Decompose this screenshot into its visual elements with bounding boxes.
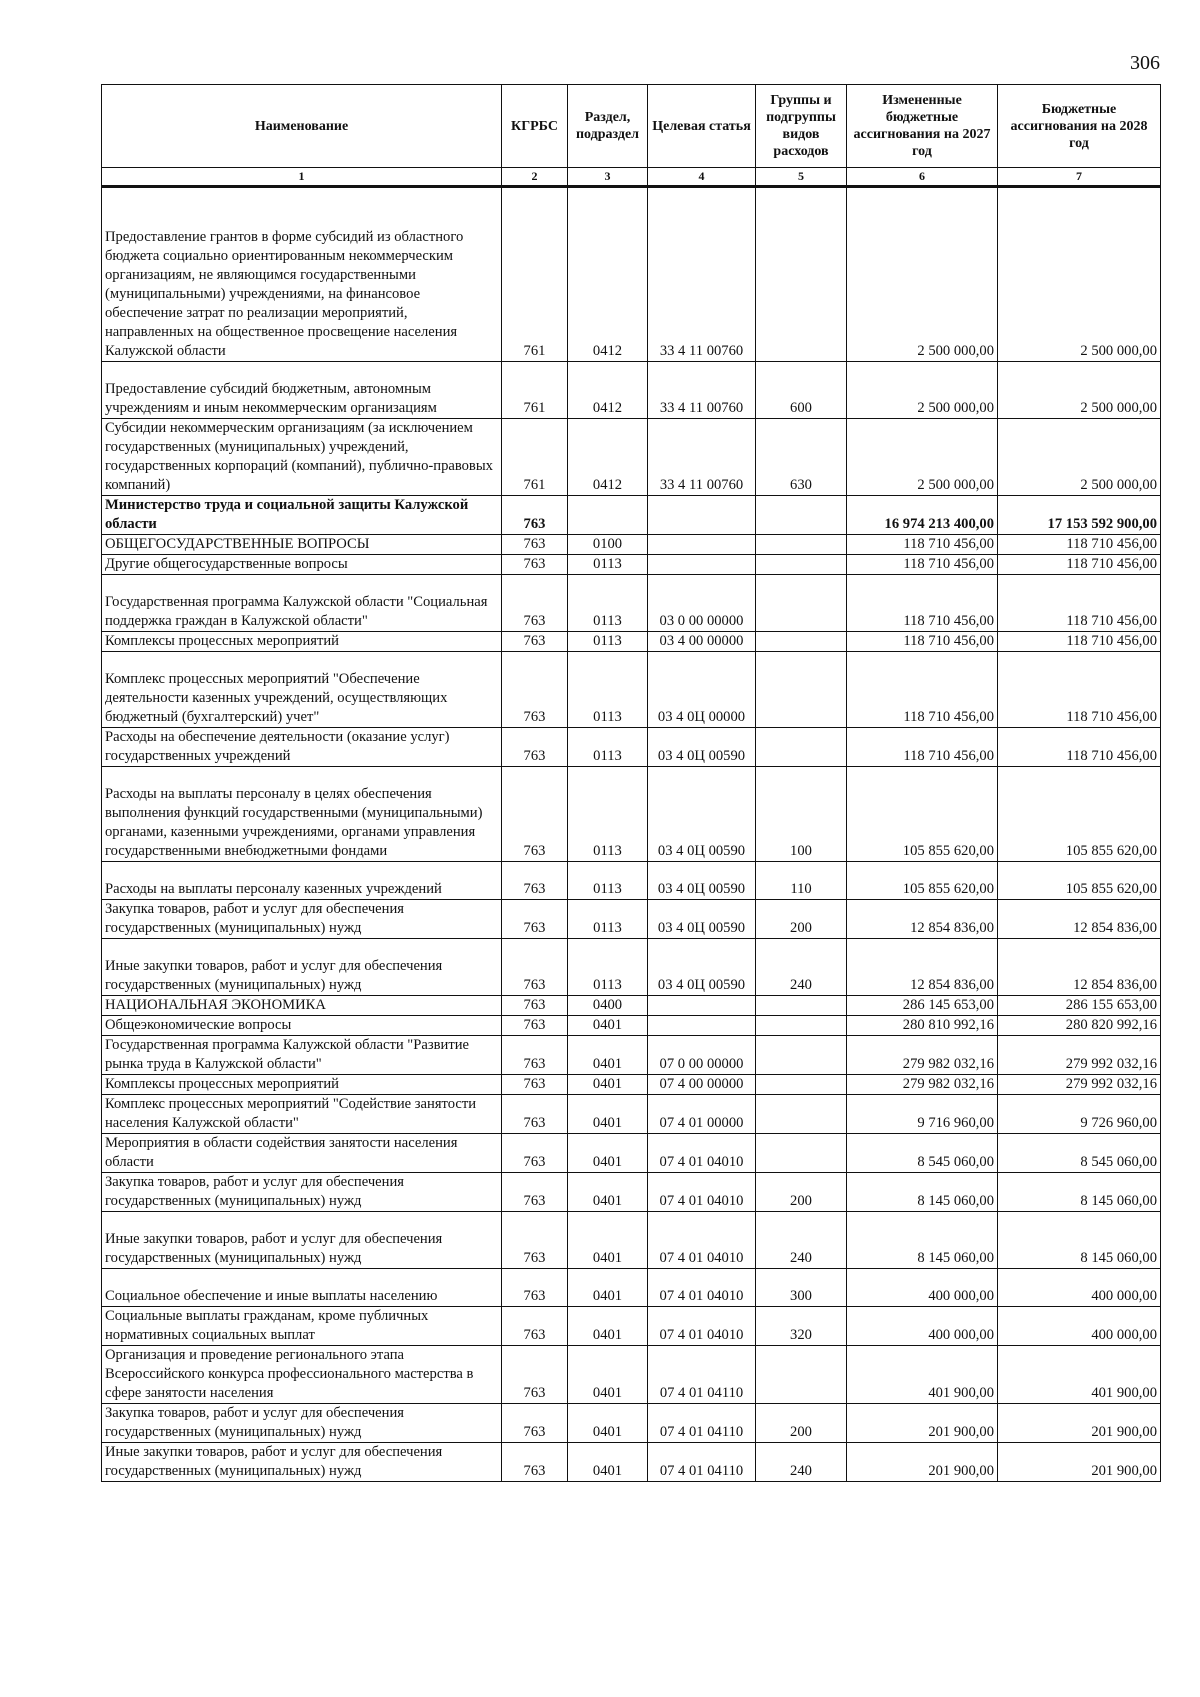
row-group bbox=[756, 496, 847, 535]
row-value-2028: 17 153 592 900,00 bbox=[998, 496, 1161, 535]
column-number: 7 bbox=[998, 168, 1161, 187]
row-target: 07 4 01 04010 bbox=[648, 1212, 756, 1269]
header-section: Раздел, подраздел bbox=[568, 85, 648, 168]
row-group bbox=[756, 535, 847, 555]
table-row bbox=[102, 1134, 1161, 1173]
row-kgrbs: 763 bbox=[502, 1016, 568, 1036]
row-value-2028: 118 710 456,00 bbox=[998, 535, 1161, 555]
row-kgrbs: 763 bbox=[502, 1134, 568, 1173]
row-value-2028: 118 710 456,00 bbox=[998, 555, 1161, 575]
table-row bbox=[102, 1269, 1161, 1307]
row-name: Расходы на обеспечение деятельности (оказание услуг) государственных учреждений bbox=[102, 728, 502, 767]
row-target bbox=[648, 496, 756, 535]
row-value-2027: 9 716 960,00 bbox=[847, 1095, 998, 1134]
row-kgrbs: 763 bbox=[502, 728, 568, 767]
row-group bbox=[756, 1346, 847, 1404]
row-name: НАЦИОНАЛЬНАЯ ЭКОНОМИКА bbox=[102, 996, 502, 1016]
table-row bbox=[102, 862, 1161, 900]
table-row bbox=[102, 767, 1161, 862]
table-row bbox=[102, 1075, 1161, 1095]
row-target: 07 4 01 04010 bbox=[648, 1307, 756, 1346]
column-number: 6 bbox=[847, 168, 998, 187]
row-name: Организация и проведение регионального этапа Всероссийского конкурса профессионального мастерства в сфере занятости населения bbox=[102, 1346, 502, 1404]
row-value-2027: 8 145 060,00 bbox=[847, 1173, 998, 1212]
column-number: 2 bbox=[502, 168, 568, 187]
row-value-2027: 401 900,00 bbox=[847, 1346, 998, 1404]
row-name: Комплекс процессных мероприятий "Содействие занятости населения Калужской области" bbox=[102, 1095, 502, 1134]
row-group: 200 bbox=[756, 1173, 847, 1212]
row-value-2027: 400 000,00 bbox=[847, 1307, 998, 1346]
row-kgrbs: 763 bbox=[502, 555, 568, 575]
table-row bbox=[102, 419, 1161, 496]
budget-table bbox=[101, 84, 1161, 1482]
table-row bbox=[102, 535, 1161, 555]
row-group bbox=[756, 575, 847, 632]
row-kgrbs: 763 bbox=[502, 496, 568, 535]
row-section: 0100 bbox=[568, 535, 648, 555]
row-group bbox=[756, 728, 847, 767]
row-target bbox=[648, 555, 756, 575]
row-target: 07 4 01 04010 bbox=[648, 1269, 756, 1307]
table-row bbox=[102, 1307, 1161, 1346]
row-group bbox=[756, 1095, 847, 1134]
row-name: Предоставление субсидий бюджетным, автономным учреждениям и иным некоммерческим организациям bbox=[102, 362, 502, 419]
column-number: 5 bbox=[756, 168, 847, 187]
row-group: 600 bbox=[756, 362, 847, 419]
row-kgrbs: 763 bbox=[502, 1095, 568, 1134]
table-row bbox=[102, 728, 1161, 767]
page-number: 306 bbox=[1130, 52, 1160, 74]
header-groups: Группы и подгруппы видов расходов bbox=[756, 85, 847, 168]
row-section: 0113 bbox=[568, 652, 648, 728]
row-section: 0401 bbox=[568, 1212, 648, 1269]
row-value-2028: 286 155 653,00 bbox=[998, 996, 1161, 1016]
row-section: 0113 bbox=[568, 939, 648, 996]
row-name: Министерство труда и социальной защиты Калужской области bbox=[102, 496, 502, 535]
row-value-2028: 118 710 456,00 bbox=[998, 652, 1161, 728]
row-section: 0113 bbox=[568, 575, 648, 632]
row-section: 0113 bbox=[568, 728, 648, 767]
row-target: 07 0 00 00000 bbox=[648, 1036, 756, 1075]
row-kgrbs: 763 bbox=[502, 1346, 568, 1404]
row-value-2028: 8 145 060,00 bbox=[998, 1173, 1161, 1212]
row-kgrbs: 763 bbox=[502, 575, 568, 632]
header-row bbox=[102, 85, 1161, 168]
row-section bbox=[568, 496, 648, 535]
row-target: 03 4 0Ц 00590 bbox=[648, 862, 756, 900]
row-name: Комплексы процессных мероприятий bbox=[102, 632, 502, 652]
row-target: 33 4 11 00760 bbox=[648, 187, 756, 362]
table-row bbox=[102, 496, 1161, 535]
row-target: 07 4 01 04010 bbox=[648, 1173, 756, 1212]
row-target: 07 4 00 00000 bbox=[648, 1075, 756, 1095]
column-number: 3 bbox=[568, 168, 648, 187]
table-row bbox=[102, 1095, 1161, 1134]
row-value-2027: 2 500 000,00 bbox=[847, 187, 998, 362]
row-target: 03 4 0Ц 00590 bbox=[648, 767, 756, 862]
row-value-2028: 279 992 032,16 bbox=[998, 1036, 1161, 1075]
row-section: 0412 bbox=[568, 419, 648, 496]
row-kgrbs: 763 bbox=[502, 1404, 568, 1443]
row-kgrbs: 763 bbox=[502, 1212, 568, 1269]
header-changed-2027: Измененные бюджетные ассигнования на 2027 год bbox=[847, 85, 998, 168]
row-name: Комплексы процессных мероприятий bbox=[102, 1075, 502, 1095]
header-name: Наименование bbox=[102, 85, 502, 168]
row-kgrbs: 761 bbox=[502, 362, 568, 419]
row-section: 0401 bbox=[568, 1173, 648, 1212]
row-name: Социальное обеспечение и иные выплаты населению bbox=[102, 1269, 502, 1307]
row-value-2028: 105 855 620,00 bbox=[998, 767, 1161, 862]
row-group: 240 bbox=[756, 939, 847, 996]
row-section: 0113 bbox=[568, 555, 648, 575]
row-value-2028: 118 710 456,00 bbox=[998, 728, 1161, 767]
row-name: Закупка товаров, работ и услуг для обеспечения государственных (муниципальных) нужд bbox=[102, 900, 502, 939]
row-value-2027: 118 710 456,00 bbox=[847, 652, 998, 728]
header-target: Целевая статья bbox=[648, 85, 756, 168]
row-value-2027: 16 974 213 400,00 bbox=[847, 496, 998, 535]
row-group bbox=[756, 1016, 847, 1036]
table-row bbox=[102, 900, 1161, 939]
row-value-2028: 201 900,00 bbox=[998, 1443, 1161, 1482]
row-value-2027: 2 500 000,00 bbox=[847, 419, 998, 496]
row-name: Расходы на выплаты персоналу в целях обеспечения выполнения функций государственными (муниципальными) органами, казенными учреждениями, органами управления государственными внебюджетными фондами bbox=[102, 767, 502, 862]
row-value-2028: 2 500 000,00 bbox=[998, 187, 1161, 362]
row-value-2027: 2 500 000,00 bbox=[847, 362, 998, 419]
row-value-2027: 8 545 060,00 bbox=[847, 1134, 998, 1173]
row-name: Государственная программа Калужской области "Социальная поддержка граждан в Калужской области" bbox=[102, 575, 502, 632]
row-name: Иные закупки товаров, работ и услуг для обеспечения государственных (муниципальных) нужд bbox=[102, 939, 502, 996]
row-kgrbs: 763 bbox=[502, 1269, 568, 1307]
row-kgrbs: 763 bbox=[502, 632, 568, 652]
row-target: 03 4 00 00000 bbox=[648, 632, 756, 652]
table-row bbox=[102, 575, 1161, 632]
row-target: 07 4 01 00000 bbox=[648, 1095, 756, 1134]
row-kgrbs: 763 bbox=[502, 535, 568, 555]
row-target: 07 4 01 04110 bbox=[648, 1404, 756, 1443]
row-group bbox=[756, 652, 847, 728]
header-kgrbs: КГРБС bbox=[502, 85, 568, 168]
row-value-2027: 279 982 032,16 bbox=[847, 1036, 998, 1075]
row-group bbox=[756, 1134, 847, 1173]
row-value-2028: 280 820 992,16 bbox=[998, 1016, 1161, 1036]
row-group: 110 bbox=[756, 862, 847, 900]
row-section: 0401 bbox=[568, 1075, 648, 1095]
row-target: 03 4 0Ц 00590 bbox=[648, 900, 756, 939]
row-value-2027: 118 710 456,00 bbox=[847, 535, 998, 555]
row-value-2028: 400 000,00 bbox=[998, 1269, 1161, 1307]
row-target: 03 0 00 00000 bbox=[648, 575, 756, 632]
row-section: 0401 bbox=[568, 1036, 648, 1075]
row-value-2027: 118 710 456,00 bbox=[847, 575, 998, 632]
row-kgrbs: 763 bbox=[502, 1036, 568, 1075]
row-section: 0113 bbox=[568, 862, 648, 900]
row-group: 240 bbox=[756, 1212, 847, 1269]
row-name: Другие общегосударственные вопросы bbox=[102, 555, 502, 575]
row-name: Иные закупки товаров, работ и услуг для обеспечения государственных (муниципальных) нужд bbox=[102, 1212, 502, 1269]
row-target: 03 4 0Ц 00000 bbox=[648, 652, 756, 728]
row-name: Субсидии некоммерческим организациям (за исключением государственных (муниципальных) учреждений, государственных корпораций (компаний), публично-правовых компаний) bbox=[102, 419, 502, 496]
row-kgrbs: 761 bbox=[502, 187, 568, 362]
row-name: ОБЩЕГОСУДАРСТВЕННЫЕ ВОПРОСЫ bbox=[102, 535, 502, 555]
row-target: 03 4 0Ц 00590 bbox=[648, 728, 756, 767]
table-row bbox=[102, 996, 1161, 1016]
table-row bbox=[102, 1036, 1161, 1075]
row-name: Комплекс процессных мероприятий "Обеспечение деятельности казенных учреждений, осуществляющих бюджетный (бухгалтерский) учет" bbox=[102, 652, 502, 728]
row-value-2028: 279 992 032,16 bbox=[998, 1075, 1161, 1095]
table-row bbox=[102, 1346, 1161, 1404]
row-kgrbs: 763 bbox=[502, 652, 568, 728]
row-kgrbs: 763 bbox=[502, 939, 568, 996]
row-value-2027: 8 145 060,00 bbox=[847, 1212, 998, 1269]
row-value-2027: 201 900,00 bbox=[847, 1443, 998, 1482]
row-group bbox=[756, 632, 847, 652]
row-section: 0401 bbox=[568, 1443, 648, 1482]
row-section: 0401 bbox=[568, 1404, 648, 1443]
row-value-2028: 2 500 000,00 bbox=[998, 362, 1161, 419]
row-section: 0401 bbox=[568, 1016, 648, 1036]
row-kgrbs: 763 bbox=[502, 900, 568, 939]
row-target: 33 4 11 00760 bbox=[648, 419, 756, 496]
row-value-2027: 12 854 836,00 bbox=[847, 939, 998, 996]
header-budget-2028: Бюджетные ассигнования на 2028 год bbox=[998, 85, 1161, 168]
row-group bbox=[756, 996, 847, 1016]
row-kgrbs: 763 bbox=[502, 767, 568, 862]
table-body bbox=[102, 187, 1161, 1482]
row-group: 630 bbox=[756, 419, 847, 496]
row-group: 100 bbox=[756, 767, 847, 862]
row-name: Мероприятия в области содействия занятости населения области bbox=[102, 1134, 502, 1173]
row-section: 0401 bbox=[568, 1307, 648, 1346]
table-row bbox=[102, 1016, 1161, 1036]
row-section: 0401 bbox=[568, 1095, 648, 1134]
row-value-2028: 400 000,00 bbox=[998, 1307, 1161, 1346]
row-target: 03 4 0Ц 00590 bbox=[648, 939, 756, 996]
row-name: Расходы на выплаты персоналу казенных учреждений bbox=[102, 862, 502, 900]
row-target: 33 4 11 00760 bbox=[648, 362, 756, 419]
column-number: 4 bbox=[648, 168, 756, 187]
row-value-2028: 12 854 836,00 bbox=[998, 900, 1161, 939]
row-section: 0401 bbox=[568, 1134, 648, 1173]
row-value-2027: 280 810 992,16 bbox=[847, 1016, 998, 1036]
table-row bbox=[102, 1443, 1161, 1482]
row-group: 320 bbox=[756, 1307, 847, 1346]
table-row bbox=[102, 632, 1161, 652]
row-value-2027: 201 900,00 bbox=[847, 1404, 998, 1443]
row-section: 0113 bbox=[568, 767, 648, 862]
row-group bbox=[756, 1075, 847, 1095]
row-kgrbs: 763 bbox=[502, 862, 568, 900]
row-name: Социальные выплаты гражданам, кроме публичных нормативных социальных выплат bbox=[102, 1307, 502, 1346]
row-section: 0113 bbox=[568, 632, 648, 652]
table-row bbox=[102, 1404, 1161, 1443]
row-group bbox=[756, 1036, 847, 1075]
row-value-2027: 279 982 032,16 bbox=[847, 1075, 998, 1095]
row-section: 0412 bbox=[568, 362, 648, 419]
row-target bbox=[648, 535, 756, 555]
row-value-2027: 105 855 620,00 bbox=[847, 862, 998, 900]
row-section: 0400 bbox=[568, 996, 648, 1016]
row-group: 200 bbox=[756, 1404, 847, 1443]
column-number-row bbox=[102, 168, 1161, 187]
row-name: Закупка товаров, работ и услуг для обеспечения государственных (муниципальных) нужд bbox=[102, 1173, 502, 1212]
row-target: 07 4 01 04010 bbox=[648, 1134, 756, 1173]
row-value-2028: 201 900,00 bbox=[998, 1404, 1161, 1443]
row-name: Общеэкономические вопросы bbox=[102, 1016, 502, 1036]
table-row bbox=[102, 362, 1161, 419]
table-row bbox=[102, 652, 1161, 728]
row-kgrbs: 761 bbox=[502, 419, 568, 496]
row-value-2028: 401 900,00 bbox=[998, 1346, 1161, 1404]
table-row bbox=[102, 1173, 1161, 1212]
row-value-2027: 118 710 456,00 bbox=[847, 632, 998, 652]
row-value-2028: 118 710 456,00 bbox=[998, 632, 1161, 652]
row-section: 0401 bbox=[568, 1346, 648, 1404]
table-row bbox=[102, 939, 1161, 996]
row-group: 300 bbox=[756, 1269, 847, 1307]
row-section: 0412 bbox=[568, 187, 648, 362]
row-value-2027: 118 710 456,00 bbox=[847, 728, 998, 767]
row-section: 0401 bbox=[568, 1269, 648, 1307]
row-group bbox=[756, 187, 847, 362]
row-kgrbs: 763 bbox=[502, 1307, 568, 1346]
row-value-2028: 105 855 620,00 bbox=[998, 862, 1161, 900]
row-kgrbs: 763 bbox=[502, 996, 568, 1016]
row-kgrbs: 763 bbox=[502, 1443, 568, 1482]
row-target bbox=[648, 996, 756, 1016]
row-value-2028: 9 726 960,00 bbox=[998, 1095, 1161, 1134]
row-value-2027: 286 145 653,00 bbox=[847, 996, 998, 1016]
row-kgrbs: 763 bbox=[502, 1173, 568, 1212]
row-value-2027: 12 854 836,00 bbox=[847, 900, 998, 939]
table-row bbox=[102, 187, 1161, 362]
row-value-2028: 8 145 060,00 bbox=[998, 1212, 1161, 1269]
row-kgrbs: 763 bbox=[502, 1075, 568, 1095]
row-value-2028: 8 545 060,00 bbox=[998, 1134, 1161, 1173]
column-number: 1 bbox=[102, 168, 502, 187]
row-target: 07 4 01 04110 bbox=[648, 1443, 756, 1482]
row-name: Государственная программа Калужской области "Развитие рынка труда в Калужской области" bbox=[102, 1036, 502, 1075]
row-value-2028: 118 710 456,00 bbox=[998, 575, 1161, 632]
table-row bbox=[102, 1212, 1161, 1269]
row-value-2027: 118 710 456,00 bbox=[847, 555, 998, 575]
row-name: Закупка товаров, работ и услуг для обеспечения государственных (муниципальных) нужд bbox=[102, 1404, 502, 1443]
row-group bbox=[756, 555, 847, 575]
row-section: 0113 bbox=[568, 900, 648, 939]
row-group: 200 bbox=[756, 900, 847, 939]
table-row bbox=[102, 555, 1161, 575]
row-target: 07 4 01 04110 bbox=[648, 1346, 756, 1404]
row-name: Иные закупки товаров, работ и услуг для обеспечения государственных (муниципальных) нужд bbox=[102, 1443, 502, 1482]
row-name: Предоставление грантов в форме субсидий из областного бюджета социально ориентированным некоммерческим организациям, не являющимся государственными (муниципальными) учреждениями, на финансовое обеспечение затрат по реализации мероприятий, направленных на общественное просвещение населения Калужской области bbox=[102, 187, 502, 362]
row-value-2027: 400 000,00 bbox=[847, 1269, 998, 1307]
row-value-2028: 12 854 836,00 bbox=[998, 939, 1161, 996]
row-group: 240 bbox=[756, 1443, 847, 1482]
row-target bbox=[648, 1016, 756, 1036]
row-value-2027: 105 855 620,00 bbox=[847, 767, 998, 862]
row-value-2028: 2 500 000,00 bbox=[998, 419, 1161, 496]
